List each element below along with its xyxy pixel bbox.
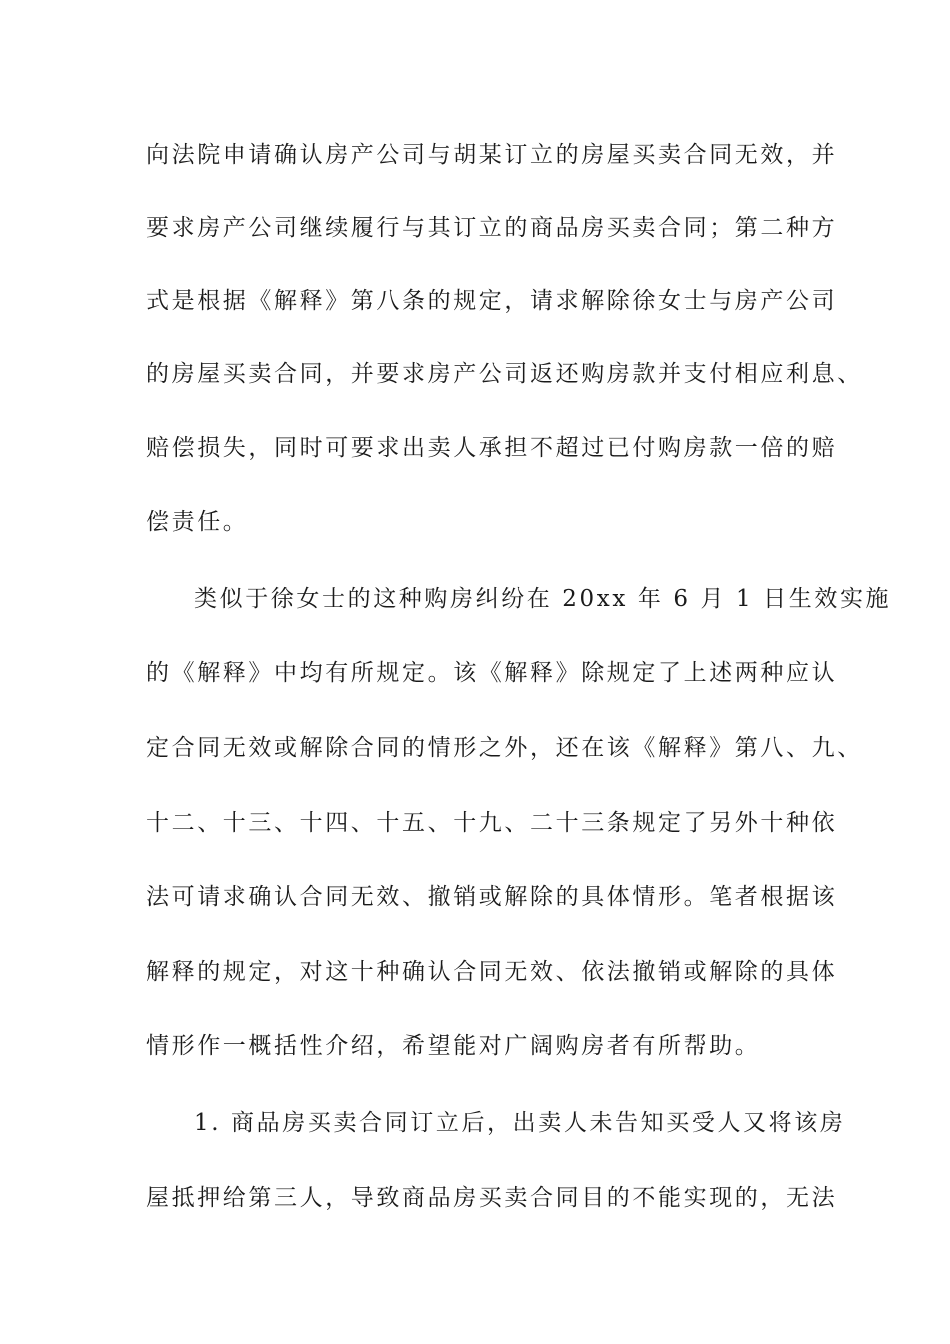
- text-line: 屋抵押给第三人，导致商品房买卖合同目的不能实现的，无法: [146, 1185, 838, 1211]
- text-line: 要求房产公司继续履行与其订立的商品房买卖合同；第二种方: [146, 215, 838, 241]
- text-line: 向法院申请确认房产公司与胡某订立的房屋买卖合同无效，并: [146, 142, 838, 168]
- text-line: 式是根据《解释》第八条的规定，请求解除徐女士与房产公司: [146, 288, 838, 314]
- text-line: 定合同无效或解除合同的情形之外，还在该《解释》第八、九、: [146, 735, 863, 761]
- paragraph-first-line: 类似于徐女士的这种购房纠纷在 20xx 年 6 月 1 日生效实施: [194, 586, 892, 612]
- text-line: 的《解释》中均有所规定。该《解释》除规定了上述两种应认: [146, 660, 838, 686]
- text-line: 法可请求确认合同无效、撤销或解除的具体情形。笔者根据该: [146, 884, 838, 910]
- paragraph-first-line: 1. 商品房买卖合同订立后，出卖人未告知买受人又将该房: [194, 1110, 846, 1136]
- text-line: 的房屋买卖合同，并要求房产公司返还购房款并支付相应利息、: [146, 361, 863, 387]
- text-line: 赔偿损失，同时可要求出卖人承担不超过已付购房款一倍的赔: [146, 435, 838, 461]
- text-line: 解释的规定，对这十种确认合同无效、依法撤销或解除的具体: [146, 959, 838, 985]
- text-line: 十二、十三、十四、十五、十九、二十三条规定了另外十种依: [146, 810, 838, 836]
- text-line: 偿责任。: [146, 509, 249, 535]
- text-line: 情形作一概括性介绍，希望能对广阔购房者有所帮助。: [146, 1033, 761, 1059]
